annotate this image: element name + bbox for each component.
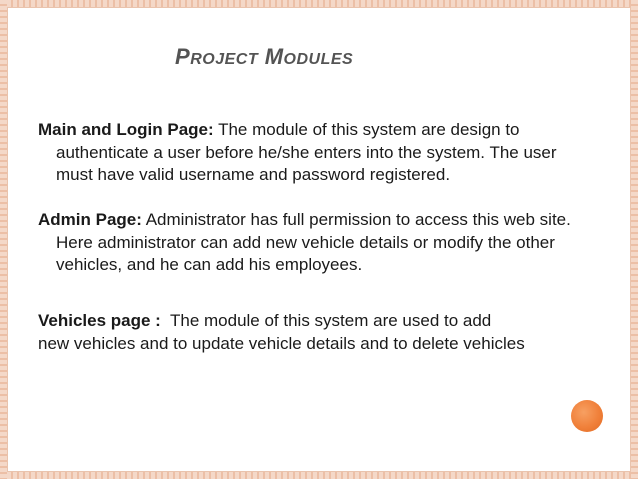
- section-heading: Admin Page:: [38, 210, 142, 229]
- accent-dot: [571, 400, 603, 432]
- section-admin: [38, 209, 578, 277]
- slide-title: PROJECT MODULES: [175, 44, 354, 69]
- section-vehicles: [38, 310, 598, 355]
- section-heading: Vehicles page :: [38, 311, 161, 330]
- border-left: [0, 0, 7, 479]
- section-text: The module of this system are used to add: [160, 311, 492, 330]
- section-text: The module of this system are design to authenticate a user before he/she enters into the system. The user must have valid username and password registered.: [56, 120, 557, 184]
- border-right: [631, 0, 638, 479]
- border-top: [7, 0, 631, 7]
- section-text: Administrator has full permission to access this web site. Here administrator can add new vehicle details or modify the other vehicles, and he can add his employees.: [56, 210, 571, 274]
- section-main-login: [38, 119, 578, 187]
- section-heading: Main and Login Page:: [38, 120, 214, 139]
- section-text-line2: new vehicles and to update vehicle details and to delete vehicles: [38, 333, 525, 353]
- border-bottom: [7, 472, 631, 479]
